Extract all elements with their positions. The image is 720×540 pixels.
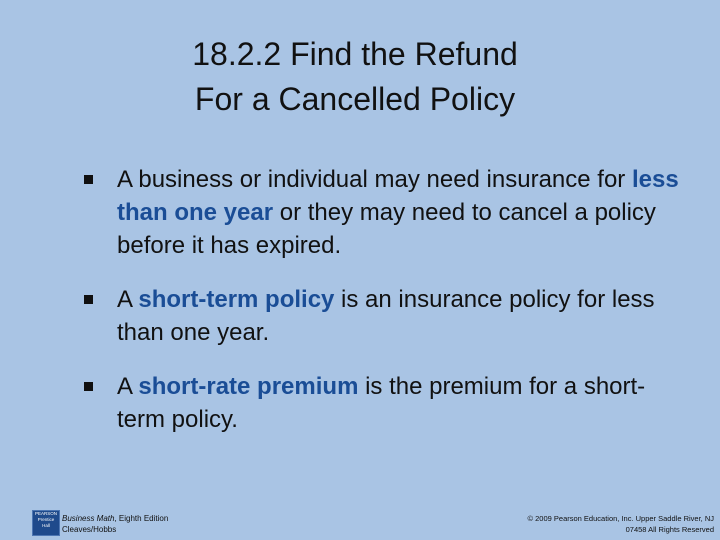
copyright-line-2: 07458 All Rights Reserved [625,525,714,534]
logo-line: PEARSON [34,511,57,516]
title-line-1: 18.2.2 Find the Refund [192,36,518,72]
bullet-text-part: A [117,286,139,313]
square-bullet-icon [84,295,93,304]
book-title-line [62,513,262,524]
copyright-notice [414,513,714,535]
bullet-text-part: A [117,373,139,400]
bullet-text-part: or they may need to cancel a policy before it has expired. [117,199,656,259]
book-edition: , Eighth Edition [114,514,169,523]
square-bullet-icon [84,382,93,391]
logo-line: Hall [42,523,50,528]
square-bullet-icon [84,175,93,184]
bullet-list [84,163,684,457]
emphasis-text: short-rate premium [138,373,359,400]
bullet-text-part: is the premium for a short-term policy. [117,373,646,433]
bullet-item [84,163,684,262]
bullet-text-part: is an insurance policy for less than one year. [117,286,655,346]
bullet-text-part: A business or individual may need insurance for [117,166,632,193]
book-credit [62,513,262,535]
publisher-logo-icon [32,510,60,536]
logo-line: Prentice [37,517,55,522]
emphasis-text: short-term policy [138,286,335,313]
book-authors: Cleaves/Hobbs [62,525,117,534]
copyright-line-1: © 2009 Pearson Education, Inc. Upper Saddle River, NJ [527,514,714,523]
emphasis-text: less than one year [117,166,679,226]
slide-title [110,32,600,122]
book-title: Business Math [62,514,115,523]
bullet-item [84,283,684,349]
title-line-2: For a Cancelled Policy [194,81,516,117]
bullet-item [84,370,684,436]
